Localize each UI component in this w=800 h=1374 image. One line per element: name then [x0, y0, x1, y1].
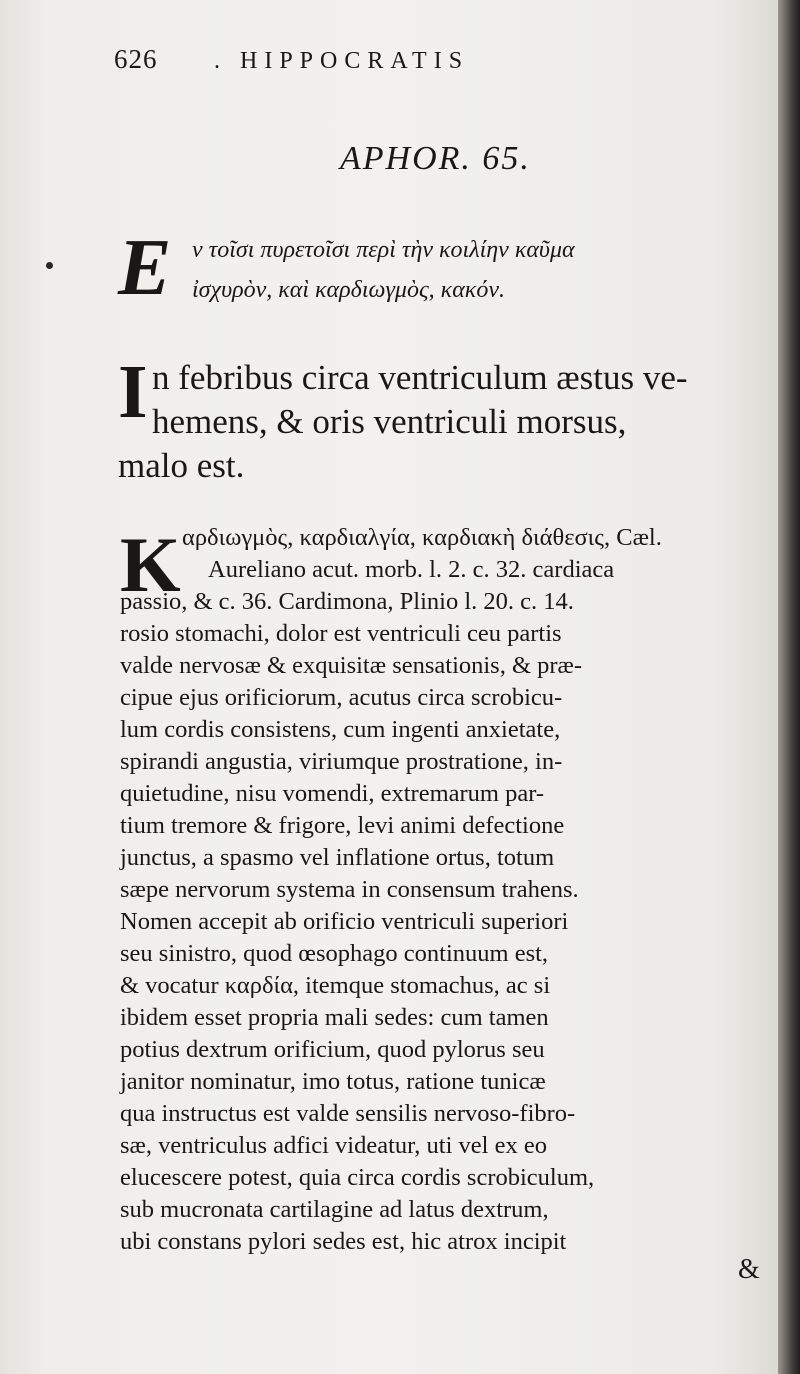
- latin-line-2: hemens, & oris ventriculi morsus,: [152, 402, 627, 441]
- greek-dropcap: E: [118, 224, 172, 312]
- latin-line-3: malo est.: [118, 446, 245, 485]
- greek-line-2: ἰσχυρὸν, καὶ καρδιωγμὸς, κακόν.: [192, 277, 505, 303]
- latin-line-1: n febribus circa ventriculum æstus ve-: [152, 358, 688, 397]
- running-title: . HIPPOCRATIS: [214, 48, 470, 74]
- commentary-dropcap: K: [120, 521, 181, 608]
- commentary-line: qua instructus est valde sensilis nervoso-fibro-: [120, 1100, 576, 1127]
- commentary-line: lum cordis consistens, cum ingenti anxietate,: [120, 716, 561, 743]
- greek-line-1: ν τοῖσι πυρετοῖσι περὶ τὴν κοιλίην καῦμα: [192, 237, 575, 263]
- margin-mark: [46, 262, 53, 269]
- commentary-line: sub mucronata cartilagine ad latus dextrum,: [120, 1196, 549, 1223]
- commentary-line: & vocatur καρδία, itemque stomachus, ac si: [120, 972, 551, 999]
- commentary-line: Aureliano acut. morb. l. 2. c. 32. cardiaca: [208, 556, 615, 583]
- commentary-line: janitor nominatur, imo totus, ratione tunicæ: [120, 1068, 546, 1095]
- greek-aphorism: [118, 224, 758, 312]
- commentary-line: tium tremore & frigore, levi animi defectione: [120, 812, 565, 839]
- commentary-line: Nomen accepit ab orificio ventriculi superiori: [120, 908, 569, 935]
- commentary-line: junctus, a spasmo vel inflatione ortus, totum: [120, 844, 555, 871]
- commentary-line: spirandi angustia, viriumque prostratione, in-: [120, 748, 563, 775]
- commentary-line: cipue ejus orificiorum, acutus circa scrobicu-: [120, 684, 563, 711]
- commentary-line: sæ, ventriculus adfici videatur, uti vel ex eo: [120, 1132, 547, 1159]
- commentary-line: passio, & c. 36. Cardimona, Plinio l. 20. c. 14.: [120, 588, 574, 615]
- commentary-line: potius dextrum orificium, quod pylorus seu: [120, 1036, 545, 1063]
- commentary-line: valde nervosæ & exquisitæ sensationis, & præ-: [120, 652, 583, 679]
- aphorism-title: APHOR. 65.: [340, 140, 531, 177]
- running-header: [114, 44, 614, 75]
- commentary-line: sæpe nervorum systema in consensum trahens.: [120, 876, 579, 903]
- latin-dropcap: I: [118, 350, 148, 434]
- catchword: &: [738, 1254, 760, 1285]
- commentary-line: ubi constans pylori sedes est, hic atrox incipit: [120, 1228, 567, 1255]
- commentary-line: rosio stomachi, dolor est ventriculi ceu partis: [120, 620, 562, 647]
- commentary-line: quietudine, nisu vomendi, extremarum par-: [120, 780, 545, 807]
- commentary-line: ibidem esset propria mali sedes: cum tamen: [120, 1004, 549, 1031]
- book-gutter: [778, 0, 800, 1374]
- commentary-line: seu sinistro, quod œsophago continuum est,: [120, 940, 549, 967]
- page-number: 626: [114, 44, 158, 74]
- commentary-line: αρδιωγμὸς, καρδιαλγία, καρδιακὴ διάθεσις, Cæl.: [182, 524, 662, 551]
- commentary-line: elucescere potest, quia circa cordis scrobiculum,: [120, 1164, 595, 1191]
